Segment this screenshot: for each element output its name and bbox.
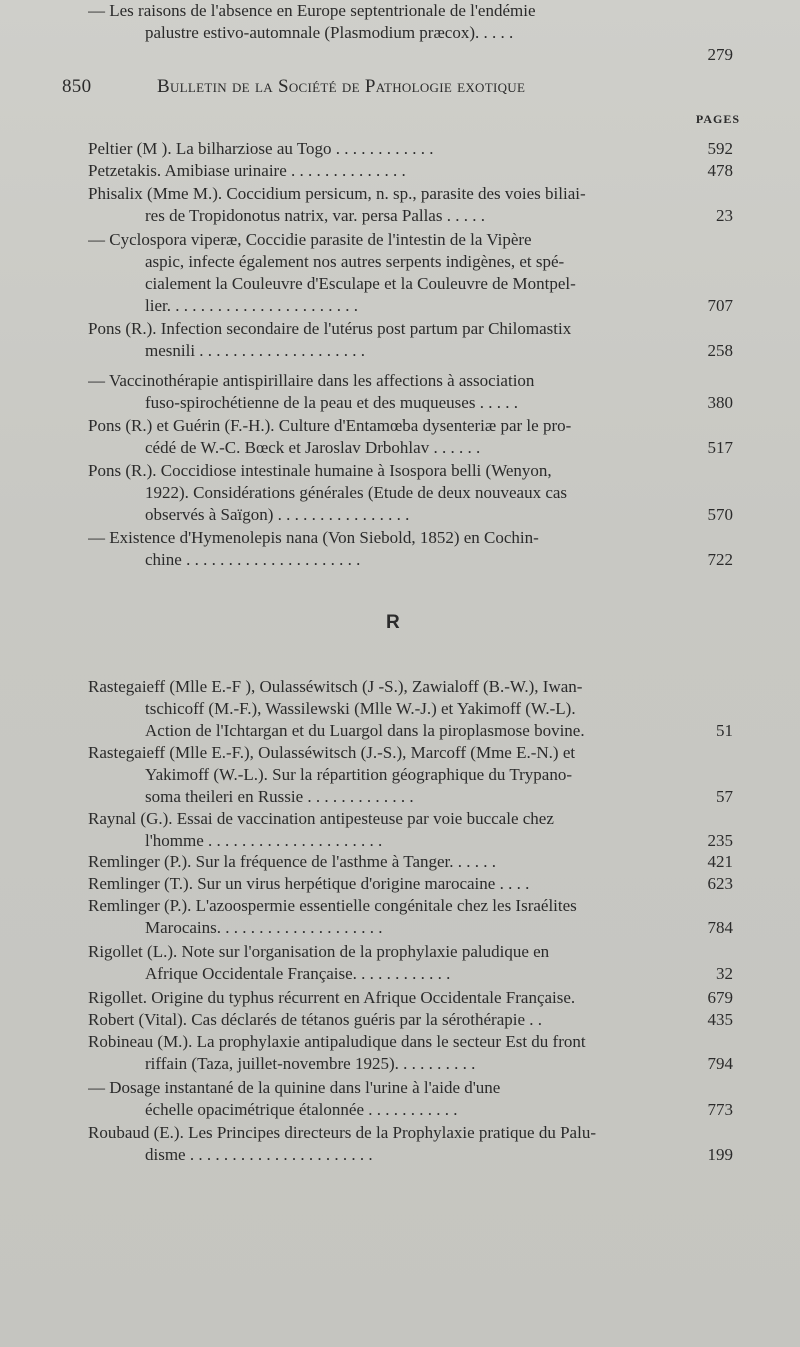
entry-line: Remlinger (P.). Sur la fréquence de l'asthme à Tanger. . . . . . [88,852,497,871]
entry-line: lier. . . . . . . . . . . . . . . . . . . . . . . [145,296,358,315]
index-entry [88,138,733,160]
entry-line: chine . . . . . . . . . . . . . . . . . . . . . [145,550,361,569]
index-entry [88,415,733,459]
index-entry [88,229,733,317]
index-entry [88,527,733,571]
index-entry [88,1031,733,1075]
entry-line: Pons (R.) et Guérin (F.-H.). Culture d'Entamœba dysenteriæ par le pro- [88,416,572,435]
entry-page-number: 679 [707,988,733,1007]
section-letter: R [386,612,400,633]
entry-line: riffain (Taza, juillet-novembre 1925). . . . . . . . . . [145,1054,476,1073]
entry-line: Remlinger (P.). L'azoospermie essentielle congénitale chez les Israélites [88,896,577,915]
entry-page-number: 517 [707,438,733,457]
entry-line: — Existence d'Hymenolepis nana (Von Siebold, 1852) en Cochin- [88,528,539,547]
entry-line: Rigollet (L.). Note sur l'organisation de la prophylaxie paludique en [88,942,550,961]
entry-line: Raynal (G.). Essai de vaccination antipesteuse par voie buccale chez [88,809,554,828]
index-entry [88,742,733,808]
index-entry [88,808,733,852]
entry-page-number: 623 [707,874,733,893]
entry-line: 1922). Considérations générales (Etude de deux nouveaux cas [145,483,568,502]
entry-page-number: 722 [707,550,733,569]
entry-page-number: 421 [707,852,733,871]
entry-page-number: 707 [707,296,733,315]
running-header [62,76,742,98]
entry-line: Marocains. . . . . . . . . . . . . . . . . . . . [145,918,383,937]
entry-line: cédé de W.-C. Bœck et Jaroslav Drbohlav . . . . . . [145,438,481,457]
entry-line: disme . . . . . . . . . . . . . . . . . . . . . . [145,1145,373,1164]
entry-line: aspic, infecte également nos autres serpents indigènes, et spé- [145,252,565,271]
index-entry [88,0,733,64]
index-entry [88,941,733,985]
entry-line: Robert (Vital). Cas déclarés de tétanos guéris par la sérothérapie . . [88,1010,543,1029]
index-entry [88,987,733,1009]
entry-page-number: 199 [707,1145,733,1164]
entry-page-number: 23 [716,206,733,225]
entry-line: — Les raisons de l'absence en Europe septentrionale de l'endémie [88,1,536,20]
entry-line: mesnili . . . . . . . . . . . . . . . . . . . . [145,341,366,360]
entry-line: fuso-spirochétienne de la peau et des muqueuses . . . . . [145,393,518,412]
entry-page-number: 57 [716,787,733,806]
pages-column-label: PAGES [695,112,740,126]
entry-line: — Vaccinothérapie antispirillaire dans les affections à association [88,371,535,390]
page-number: 850 [62,76,92,97]
entry-page-number: 794 [707,1054,733,1073]
entry-page-number: 784 [707,918,733,937]
entry-page-number: 478 [707,161,733,180]
entry-line: Roubaud (E.). Les Principes directeurs de la Prophylaxie pratique du Palu- [88,1123,596,1142]
entry-line: cialement la Couleuvre d'Esculape et la Couleuvre de Montpel- [145,274,576,293]
entry-line: Rigollet. Origine du typhus récurrent en Afrique Occidentale Française. [88,988,576,1007]
entry-line: Pons (R.). Infection secondaire de l'utérus post partum par Chilomastix [88,319,572,338]
entry-line: Remlinger (T.). Sur un virus herpétique d'origine marocaine . . . . [88,874,530,893]
entry-line: Robineau (M.). La prophylaxie antipaludique dans le secteur Est du front [88,1032,586,1051]
entry-line: Pons (R.). Coccidiose intestinale humaine à Isospora belli (Wenyon, [88,461,552,480]
running-title: Bulletin de la Société de Pathologie exotique [157,76,526,97]
index-entry [88,851,733,873]
entry-line: Afrique Occidentale Française. . . . . . . . . . . . [145,964,451,983]
entry-line: Rastegaieff (Mlle E.-F.), Oulasséwitsch (J.-S.), Marcoff (Mme E.-N.) et [88,743,576,762]
entry-page-number: 279 [707,45,733,64]
entry-page-number: 32 [716,964,733,983]
entry-line: échelle opacimétrique étalonnée . . . . . . . . . . . [145,1100,458,1119]
entry-line: Action de l'Ichtargan et du Luargol dans la piroplasmose bovine. [145,721,585,740]
index-entry [88,183,733,227]
index-entry [88,873,733,895]
index-entry [88,160,733,182]
index-entry [88,1077,733,1121]
index-entry [88,460,733,526]
entry-line: Rastegaieff (Mlle E.-F ), Oulasséwitsch (J -S.), Zawialoff (B.-W.), Iwan- [88,677,583,696]
entry-page-number: 570 [707,505,733,524]
entry-line: — Dosage instantané de la quinine dans l'urine à l'aide d'une [88,1078,501,1097]
entry-page-number: 380 [707,393,733,412]
entry-line: palustre estivo-automnale (Plasmodium præcox). . . . . [145,23,514,42]
index-entry [88,370,733,414]
entry-line: Petzetakis. Amibiase urinaire . . . . . . . . . . . . . . [88,161,406,180]
entry-page-number: 258 [707,341,733,360]
entry-page-number: 773 [707,1100,733,1119]
index-entry [88,895,733,939]
entry-line: — Cyclospora viperæ, Coccidie parasite de l'intestin de la Vipère [88,230,532,249]
index-entry [88,676,733,742]
index-entry [88,1122,733,1166]
entry-page-number: 51 [716,721,733,740]
entry-line: res de Tropidonotus natrix, var. persa Pallas . . . . . [145,206,485,225]
index-entry [88,318,733,362]
entry-page-number: 235 [707,831,733,850]
index-entry [88,1009,733,1031]
entry-line: tschicoff (M.-F.), Wassilewski (Mlle W.-J.) et Yakimoff (W.-L). [145,699,576,718]
entry-line: Peltier (M ). La bilharziose au Togo . . . . . . . . . . . . [88,139,434,158]
entry-line: observés à Saïgon) . . . . . . . . . . . . . . . . [145,505,410,524]
entry-page-number: 592 [707,139,733,158]
entry-line: l'homme . . . . . . . . . . . . . . . . . . . . . [145,831,383,850]
entry-page-number: 435 [707,1010,733,1029]
entry-line: soma theileri en Russie . . . . . . . . . . . . . [145,787,414,806]
entry-line: Phisalix (Mme M.). Coccidium persicum, n. sp., parasite des voies biliai- [88,184,586,203]
entry-line: Yakimoff (W.-L.). Sur la répartition géographique du Trypano- [145,765,572,784]
